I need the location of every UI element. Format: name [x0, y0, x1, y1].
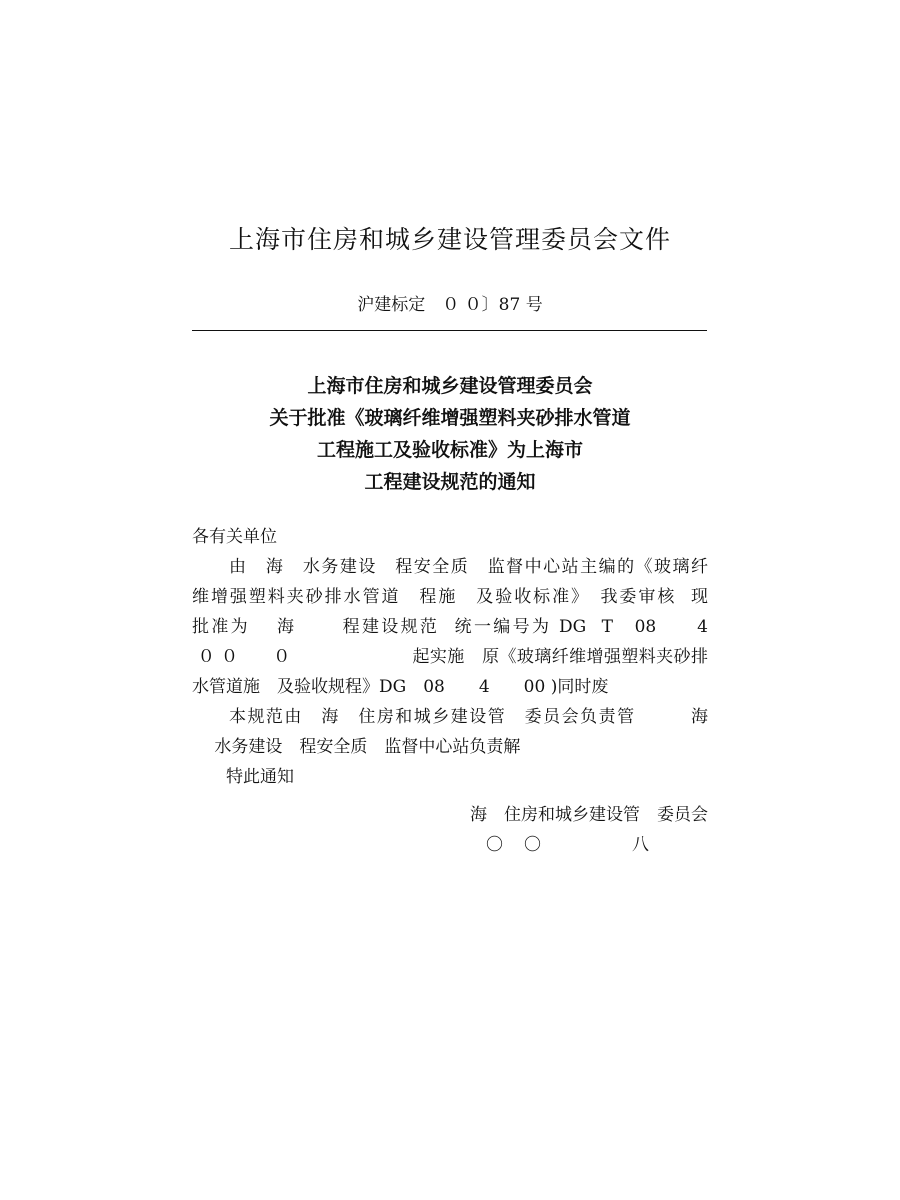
body-line: 批准为 海 程建设规范 统一编号为 DG T 08 4 [192, 617, 708, 637]
notice-title-line: 工程建设规范的通知 [364, 471, 536, 493]
closing-line: 特此通知 [192, 767, 294, 787]
body-line: 由 海 水务建设 程安全质 监督中心站主编的《玻璃纤 [192, 557, 708, 577]
issuer-header: 上海市住房和城乡建设管理委员会文件 [228, 225, 671, 254]
date-digit: 八 [632, 835, 649, 855]
signing-organization: 海 住房和城乡建设管 委员会 [470, 805, 708, 825]
notice-title [0, 370, 900, 498]
signature-block [192, 800, 708, 860]
body-line: 本规范由 海 住房和城乡建设管 委员会负责管 海 [192, 707, 708, 727]
date-digit: 〇 [486, 835, 503, 855]
salutation: 各有关单位 [192, 527, 277, 547]
body-line: 水管道施 及验收规程》DG 08 4 00 )同时废 [192, 677, 609, 697]
body-line: ０ ０ ０ 起实施 原《玻璃纤维增强塑料夹砂排 [192, 647, 708, 667]
notice-title-line: 关于批准《玻璃纤维增强塑料夹砂排水管道 [269, 407, 631, 429]
header-divider [192, 330, 707, 331]
date-digit: 〇 [524, 835, 541, 855]
document-number: 沪建标定 ０ ０〕87 号 [357, 295, 543, 315]
notice-title-line: 工程施工及验收标准》为上海市 [316, 439, 583, 461]
notice-body [192, 522, 708, 792]
notice-title-line: 上海市住房和城乡建设管理委员会 [307, 375, 593, 397]
body-line: 水务建设 程安全质 监督中心站负责解 [192, 737, 521, 757]
issue-date [192, 830, 708, 860]
body-line: 维增强塑料夹砂排水管道 程施 及验收标准》 我委审核 现 [192, 587, 708, 607]
